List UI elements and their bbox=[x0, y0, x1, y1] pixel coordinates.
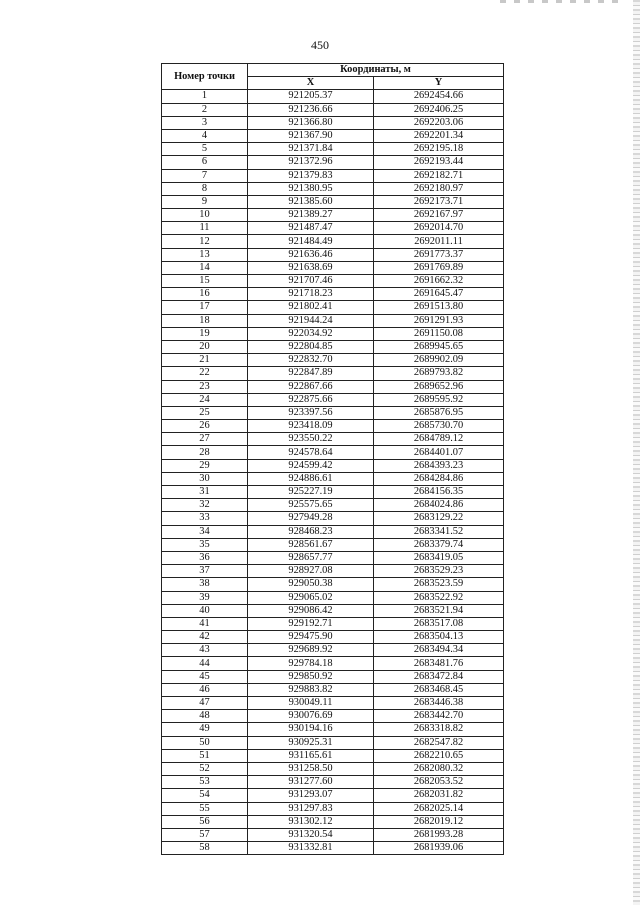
y-coordinate-cell: 2691773.37 bbox=[374, 248, 504, 261]
x-coordinate-cell: 925227.19 bbox=[248, 486, 374, 499]
y-coordinate-cell: 2682080.32 bbox=[374, 762, 504, 775]
table-row bbox=[162, 169, 504, 182]
x-coordinate-cell: 931302.12 bbox=[248, 815, 374, 828]
point-number-cell: 16 bbox=[162, 288, 248, 301]
table-row bbox=[162, 420, 504, 433]
x-coordinate-cell: 921389.27 bbox=[248, 209, 374, 222]
point-number-cell: 24 bbox=[162, 393, 248, 406]
point-number-cell: 47 bbox=[162, 697, 248, 710]
table-row bbox=[162, 749, 504, 762]
y-coordinate-cell: 2683523.59 bbox=[374, 578, 504, 591]
table-row bbox=[162, 657, 504, 670]
x-coordinate-cell: 930925.31 bbox=[248, 736, 374, 749]
y-coordinate-cell: 2683504.13 bbox=[374, 631, 504, 644]
y-coordinate-cell: 2692193.44 bbox=[374, 156, 504, 169]
x-coordinate-cell: 929883.82 bbox=[248, 683, 374, 696]
y-coordinate-cell: 2681993.28 bbox=[374, 828, 504, 841]
table-row bbox=[162, 499, 504, 512]
point-number-cell: 3 bbox=[162, 116, 248, 129]
y-coordinate-cell: 2689902.09 bbox=[374, 354, 504, 367]
point-number-cell: 53 bbox=[162, 776, 248, 789]
point-number-cell: 35 bbox=[162, 538, 248, 551]
x-coordinate-cell: 931293.07 bbox=[248, 789, 374, 802]
table-row bbox=[162, 446, 504, 459]
point-number-cell: 33 bbox=[162, 512, 248, 525]
y-coordinate-cell: 2683529.23 bbox=[374, 565, 504, 578]
x-coordinate-cell: 927949.28 bbox=[248, 512, 374, 525]
table-row bbox=[162, 222, 504, 235]
table-row bbox=[162, 683, 504, 696]
header-x: X bbox=[248, 77, 374, 90]
y-coordinate-cell: 2691662.32 bbox=[374, 275, 504, 288]
coordinates-table bbox=[161, 63, 504, 855]
y-coordinate-cell: 2683419.05 bbox=[374, 551, 504, 564]
table-row bbox=[162, 90, 504, 103]
point-number-cell: 23 bbox=[162, 380, 248, 393]
x-coordinate-cell: 930194.16 bbox=[248, 723, 374, 736]
y-coordinate-cell: 2689793.82 bbox=[374, 367, 504, 380]
table-row bbox=[162, 275, 504, 288]
x-coordinate-cell: 922034.92 bbox=[248, 327, 374, 340]
y-coordinate-cell: 2692180.97 bbox=[374, 182, 504, 195]
y-coordinate-cell: 2682031.82 bbox=[374, 789, 504, 802]
x-coordinate-cell: 921380.95 bbox=[248, 182, 374, 195]
table-row bbox=[162, 815, 504, 828]
y-coordinate-cell: 2684284.86 bbox=[374, 472, 504, 485]
point-number-cell: 22 bbox=[162, 367, 248, 380]
table-row bbox=[162, 578, 504, 591]
point-number-cell: 10 bbox=[162, 209, 248, 222]
x-coordinate-cell: 921367.90 bbox=[248, 129, 374, 142]
y-coordinate-cell: 2692182.71 bbox=[374, 169, 504, 182]
y-coordinate-cell: 2689652.96 bbox=[374, 380, 504, 393]
y-coordinate-cell: 2683318.82 bbox=[374, 723, 504, 736]
table-row bbox=[162, 116, 504, 129]
table-row bbox=[162, 762, 504, 775]
table-row bbox=[162, 525, 504, 538]
table-row bbox=[162, 591, 504, 604]
x-coordinate-cell: 921636.46 bbox=[248, 248, 374, 261]
table-row bbox=[162, 182, 504, 195]
table-row bbox=[162, 604, 504, 617]
y-coordinate-cell: 2681939.06 bbox=[374, 842, 504, 855]
y-coordinate-cell: 2683481.76 bbox=[374, 657, 504, 670]
table-row bbox=[162, 143, 504, 156]
y-coordinate-cell: 2691645.47 bbox=[374, 288, 504, 301]
point-number-cell: 42 bbox=[162, 631, 248, 644]
point-number-cell: 19 bbox=[162, 327, 248, 340]
table-body bbox=[162, 90, 504, 855]
x-coordinate-cell: 928468.23 bbox=[248, 525, 374, 538]
point-number-cell: 4 bbox=[162, 129, 248, 142]
x-coordinate-cell: 922867.66 bbox=[248, 380, 374, 393]
y-coordinate-cell: 2683442.70 bbox=[374, 710, 504, 723]
table-row bbox=[162, 156, 504, 169]
x-coordinate-cell: 921236.66 bbox=[248, 103, 374, 116]
x-coordinate-cell: 930049.11 bbox=[248, 697, 374, 710]
x-coordinate-cell: 931332.81 bbox=[248, 842, 374, 855]
point-number-cell: 18 bbox=[162, 314, 248, 327]
y-coordinate-cell: 2682210.65 bbox=[374, 749, 504, 762]
x-coordinate-cell: 921205.37 bbox=[248, 90, 374, 103]
x-coordinate-cell: 923397.56 bbox=[248, 406, 374, 419]
y-coordinate-cell: 2684393.23 bbox=[374, 459, 504, 472]
table-row bbox=[162, 697, 504, 710]
x-coordinate-cell: 931258.50 bbox=[248, 762, 374, 775]
table-row bbox=[162, 644, 504, 657]
y-coordinate-cell: 2685730.70 bbox=[374, 420, 504, 433]
table-row bbox=[162, 710, 504, 723]
x-coordinate-cell: 921487.47 bbox=[248, 222, 374, 235]
point-number-cell: 39 bbox=[162, 591, 248, 604]
table-row bbox=[162, 288, 504, 301]
x-coordinate-cell: 929689.92 bbox=[248, 644, 374, 657]
table-row bbox=[162, 367, 504, 380]
table-row bbox=[162, 842, 504, 855]
x-coordinate-cell: 929192.71 bbox=[248, 617, 374, 630]
y-coordinate-cell: 2683129.22 bbox=[374, 512, 504, 525]
table-row bbox=[162, 828, 504, 841]
scan-right-edge bbox=[633, 0, 640, 905]
table-row bbox=[162, 565, 504, 578]
point-number-cell: 58 bbox=[162, 842, 248, 855]
x-coordinate-cell: 923550.22 bbox=[248, 433, 374, 446]
x-coordinate-cell: 925575.65 bbox=[248, 499, 374, 512]
table-row bbox=[162, 340, 504, 353]
point-number-cell: 29 bbox=[162, 459, 248, 472]
x-coordinate-cell: 922847.89 bbox=[248, 367, 374, 380]
y-coordinate-cell: 2683517.08 bbox=[374, 617, 504, 630]
x-coordinate-cell: 921944.24 bbox=[248, 314, 374, 327]
table-row bbox=[162, 486, 504, 499]
header-point-number: Номер точки bbox=[162, 64, 248, 90]
y-coordinate-cell: 2684401.07 bbox=[374, 446, 504, 459]
point-number-cell: 25 bbox=[162, 406, 248, 419]
y-coordinate-cell: 2692014.70 bbox=[374, 222, 504, 235]
table-row bbox=[162, 802, 504, 815]
x-coordinate-cell: 931320.54 bbox=[248, 828, 374, 841]
y-coordinate-cell: 2684156.35 bbox=[374, 486, 504, 499]
table-row bbox=[162, 248, 504, 261]
point-number-cell: 57 bbox=[162, 828, 248, 841]
table-row bbox=[162, 406, 504, 419]
x-coordinate-cell: 931277.60 bbox=[248, 776, 374, 789]
point-number-cell: 14 bbox=[162, 261, 248, 274]
y-coordinate-cell: 2683494.34 bbox=[374, 644, 504, 657]
y-coordinate-cell: 2692454.66 bbox=[374, 90, 504, 103]
point-number-cell: 9 bbox=[162, 195, 248, 208]
point-number-cell: 43 bbox=[162, 644, 248, 657]
point-number-cell: 34 bbox=[162, 525, 248, 538]
point-number-cell: 20 bbox=[162, 340, 248, 353]
point-number-cell: 46 bbox=[162, 683, 248, 696]
point-number-cell: 5 bbox=[162, 143, 248, 156]
point-number-cell: 12 bbox=[162, 235, 248, 248]
table-row bbox=[162, 459, 504, 472]
point-number-cell: 15 bbox=[162, 275, 248, 288]
point-number-cell: 50 bbox=[162, 736, 248, 749]
table-row bbox=[162, 631, 504, 644]
y-coordinate-cell: 2691150.08 bbox=[374, 327, 504, 340]
table-row bbox=[162, 670, 504, 683]
point-number-cell: 44 bbox=[162, 657, 248, 670]
point-number-cell: 37 bbox=[162, 565, 248, 578]
point-number-cell: 7 bbox=[162, 169, 248, 182]
y-coordinate-cell: 2692195.18 bbox=[374, 143, 504, 156]
table-row bbox=[162, 314, 504, 327]
x-coordinate-cell: 922832.70 bbox=[248, 354, 374, 367]
y-coordinate-cell: 2685876.95 bbox=[374, 406, 504, 419]
x-coordinate-cell: 929475.90 bbox=[248, 631, 374, 644]
table-row bbox=[162, 354, 504, 367]
y-coordinate-cell: 2691769.89 bbox=[374, 261, 504, 274]
y-coordinate-cell: 2689945.65 bbox=[374, 340, 504, 353]
table-row bbox=[162, 261, 504, 274]
table-row bbox=[162, 538, 504, 551]
table-row bbox=[162, 301, 504, 314]
y-coordinate-cell: 2682019.12 bbox=[374, 815, 504, 828]
table-row bbox=[162, 380, 504, 393]
x-coordinate-cell: 929850.92 bbox=[248, 670, 374, 683]
x-coordinate-cell: 928561.67 bbox=[248, 538, 374, 551]
table-row bbox=[162, 736, 504, 749]
table-row bbox=[162, 195, 504, 208]
x-coordinate-cell: 921707.46 bbox=[248, 275, 374, 288]
point-number-cell: 32 bbox=[162, 499, 248, 512]
x-coordinate-cell: 931165.61 bbox=[248, 749, 374, 762]
point-number-cell: 8 bbox=[162, 182, 248, 195]
point-number-cell: 26 bbox=[162, 420, 248, 433]
table-row bbox=[162, 327, 504, 340]
table-row bbox=[162, 129, 504, 142]
point-number-cell: 2 bbox=[162, 103, 248, 116]
point-number-cell: 31 bbox=[162, 486, 248, 499]
header-coordinates: Координаты, м bbox=[248, 64, 504, 77]
y-coordinate-cell: 2683341.52 bbox=[374, 525, 504, 538]
table-row bbox=[162, 617, 504, 630]
x-coordinate-cell: 922804.85 bbox=[248, 340, 374, 353]
point-number-cell: 52 bbox=[162, 762, 248, 775]
point-number-cell: 38 bbox=[162, 578, 248, 591]
x-coordinate-cell: 929050.38 bbox=[248, 578, 374, 591]
y-coordinate-cell: 2682547.82 bbox=[374, 736, 504, 749]
x-coordinate-cell: 929086.42 bbox=[248, 604, 374, 617]
y-coordinate-cell: 2691513.80 bbox=[374, 301, 504, 314]
x-coordinate-cell: 921385.60 bbox=[248, 195, 374, 208]
header-y: Y bbox=[374, 77, 504, 90]
scan-top-marks bbox=[500, 0, 620, 3]
x-coordinate-cell: 921371.84 bbox=[248, 143, 374, 156]
x-coordinate-cell: 921372.96 bbox=[248, 156, 374, 169]
y-coordinate-cell: 2683522.92 bbox=[374, 591, 504, 604]
point-number-cell: 36 bbox=[162, 551, 248, 564]
x-coordinate-cell: 921802.41 bbox=[248, 301, 374, 314]
y-coordinate-cell: 2682025.14 bbox=[374, 802, 504, 815]
y-coordinate-cell: 2683379.74 bbox=[374, 538, 504, 551]
table-row bbox=[162, 776, 504, 789]
point-number-cell: 45 bbox=[162, 670, 248, 683]
point-number-cell: 40 bbox=[162, 604, 248, 617]
y-coordinate-cell: 2692173.71 bbox=[374, 195, 504, 208]
y-coordinate-cell: 2684024.86 bbox=[374, 499, 504, 512]
table-row bbox=[162, 235, 504, 248]
x-coordinate-cell: 923418.09 bbox=[248, 420, 374, 433]
point-number-cell: 56 bbox=[162, 815, 248, 828]
x-coordinate-cell: 929784.18 bbox=[248, 657, 374, 670]
table-row bbox=[162, 723, 504, 736]
x-coordinate-cell: 928657.77 bbox=[248, 551, 374, 564]
y-coordinate-cell: 2692167.97 bbox=[374, 209, 504, 222]
x-coordinate-cell: 921379.83 bbox=[248, 169, 374, 182]
table-row bbox=[162, 393, 504, 406]
y-coordinate-cell: 2692011.11 bbox=[374, 235, 504, 248]
point-number-cell: 54 bbox=[162, 789, 248, 802]
point-number-cell: 13 bbox=[162, 248, 248, 261]
point-number-cell: 49 bbox=[162, 723, 248, 736]
x-coordinate-cell: 921484.49 bbox=[248, 235, 374, 248]
point-number-cell: 30 bbox=[162, 472, 248, 485]
x-coordinate-cell: 921718.23 bbox=[248, 288, 374, 301]
point-number-cell: 41 bbox=[162, 617, 248, 630]
x-coordinate-cell: 928927.08 bbox=[248, 565, 374, 578]
table-row bbox=[162, 472, 504, 485]
x-coordinate-cell: 922875.66 bbox=[248, 393, 374, 406]
point-number-cell: 28 bbox=[162, 446, 248, 459]
x-coordinate-cell: 924599.42 bbox=[248, 459, 374, 472]
point-number-cell: 1 bbox=[162, 90, 248, 103]
table-row bbox=[162, 209, 504, 222]
y-coordinate-cell: 2689595.92 bbox=[374, 393, 504, 406]
point-number-cell: 17 bbox=[162, 301, 248, 314]
table-header bbox=[162, 64, 504, 90]
table-row bbox=[162, 789, 504, 802]
y-coordinate-cell: 2691291.93 bbox=[374, 314, 504, 327]
point-number-cell: 55 bbox=[162, 802, 248, 815]
x-coordinate-cell: 921638.69 bbox=[248, 261, 374, 274]
table-row bbox=[162, 512, 504, 525]
point-number-cell: 21 bbox=[162, 354, 248, 367]
y-coordinate-cell: 2683472.84 bbox=[374, 670, 504, 683]
point-number-cell: 51 bbox=[162, 749, 248, 762]
y-coordinate-cell: 2682053.52 bbox=[374, 776, 504, 789]
y-coordinate-cell: 2684789.12 bbox=[374, 433, 504, 446]
table-row bbox=[162, 103, 504, 116]
point-number-cell: 11 bbox=[162, 222, 248, 235]
point-number-cell: 27 bbox=[162, 433, 248, 446]
y-coordinate-cell: 2692406.25 bbox=[374, 103, 504, 116]
x-coordinate-cell: 924886.61 bbox=[248, 472, 374, 485]
x-coordinate-cell: 924578.64 bbox=[248, 446, 374, 459]
x-coordinate-cell: 931297.83 bbox=[248, 802, 374, 815]
table-row bbox=[162, 433, 504, 446]
x-coordinate-cell: 930076.69 bbox=[248, 710, 374, 723]
y-coordinate-cell: 2683521.94 bbox=[374, 604, 504, 617]
point-number-cell: 48 bbox=[162, 710, 248, 723]
page-number: 450 bbox=[311, 38, 329, 52]
table-row bbox=[162, 551, 504, 564]
y-coordinate-cell: 2692203.06 bbox=[374, 116, 504, 129]
x-coordinate-cell: 929065.02 bbox=[248, 591, 374, 604]
y-coordinate-cell: 2683468.45 bbox=[374, 683, 504, 696]
x-coordinate-cell: 921366.80 bbox=[248, 116, 374, 129]
y-coordinate-cell: 2692201.34 bbox=[374, 129, 504, 142]
y-coordinate-cell: 2683446.38 bbox=[374, 697, 504, 710]
point-number-cell: 6 bbox=[162, 156, 248, 169]
